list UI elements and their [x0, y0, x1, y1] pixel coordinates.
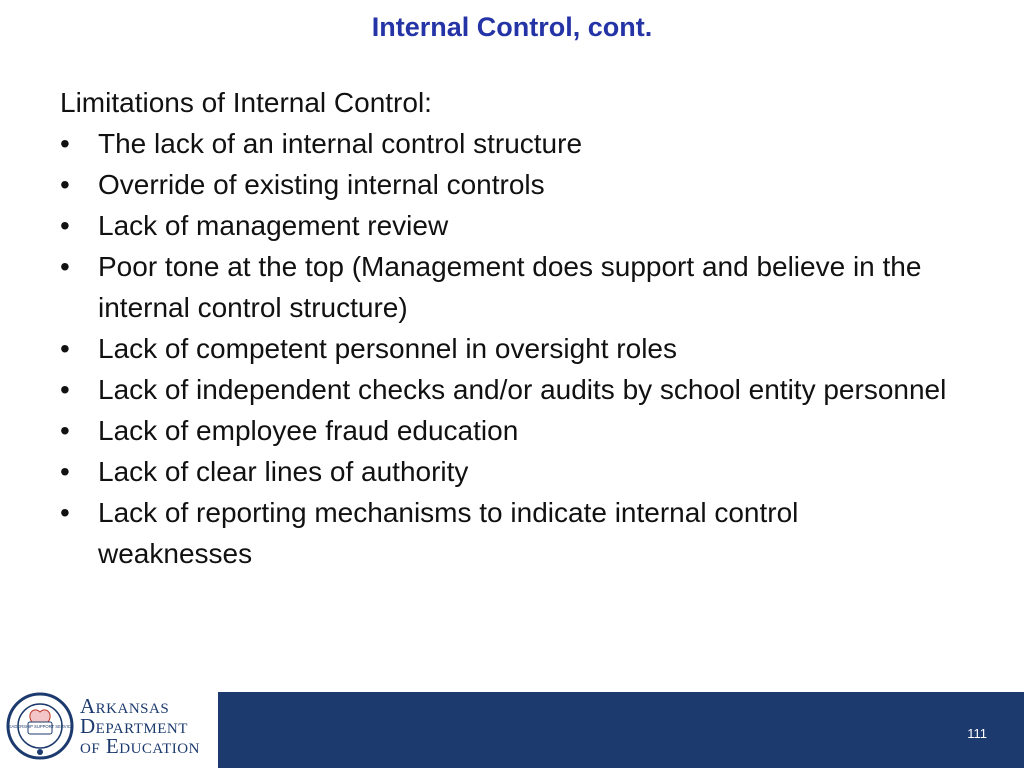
- bullet-icon: •: [60, 333, 70, 364]
- bullet-text: The lack of an internal control structure: [98, 128, 583, 159]
- bullet-icon: •: [60, 374, 70, 405]
- agency-line-3: of Education: [80, 734, 200, 758]
- list-item: [60, 164, 960, 205]
- bullet-text: Lack of management review: [98, 210, 449, 241]
- seal-text: LEADERSHIP SUPPORT SERVICE: [6, 724, 74, 729]
- state-seal-icon: [6, 692, 74, 760]
- agency-name: [80, 696, 200, 756]
- list-item: [60, 123, 960, 164]
- page-number: 111: [967, 726, 987, 741]
- list-item: [60, 328, 960, 369]
- bullet-icon: •: [60, 128, 70, 159]
- list-item: [60, 369, 960, 410]
- agency-logo: [0, 688, 218, 768]
- bullet-text: Lack of independent checks and/or audits by school entity personnel: [98, 374, 947, 405]
- agency-line-1: Arkansas: [80, 694, 170, 718]
- intro-text: Limitations of Internal Control:: [60, 87, 432, 118]
- bullet-icon: •: [60, 251, 70, 282]
- slide-content: [60, 82, 960, 574]
- bullet-text: Override of existing internal controls: [98, 169, 545, 200]
- bullet-icon: •: [60, 456, 70, 487]
- bullet-text: Lack of clear lines of authority: [98, 456, 469, 487]
- bullet-icon: •: [60, 415, 70, 446]
- bullet-icon: •: [60, 169, 70, 200]
- footer-bar: [218, 692, 1024, 768]
- bullet-list: [60, 123, 960, 574]
- bullet-text: Poor tone at the top (Management does support and believe in the internal control structure): [98, 251, 922, 323]
- list-item: [60, 451, 960, 492]
- list-item: [60, 205, 960, 246]
- bullet-icon: •: [60, 210, 70, 241]
- bullet-text: Lack of employee fraud education: [98, 415, 519, 446]
- bullet-text: Lack of reporting mechanisms to indicate internal control weaknesses: [98, 497, 799, 569]
- list-item: [60, 246, 960, 328]
- list-item: [60, 410, 960, 451]
- bullet-icon: •: [60, 497, 70, 528]
- list-item: [60, 492, 960, 574]
- bullet-text: Lack of competent personnel in oversight roles: [98, 333, 677, 364]
- slide-title: Internal Control, cont.: [371, 12, 653, 42]
- agency-line-2: Department: [80, 714, 188, 738]
